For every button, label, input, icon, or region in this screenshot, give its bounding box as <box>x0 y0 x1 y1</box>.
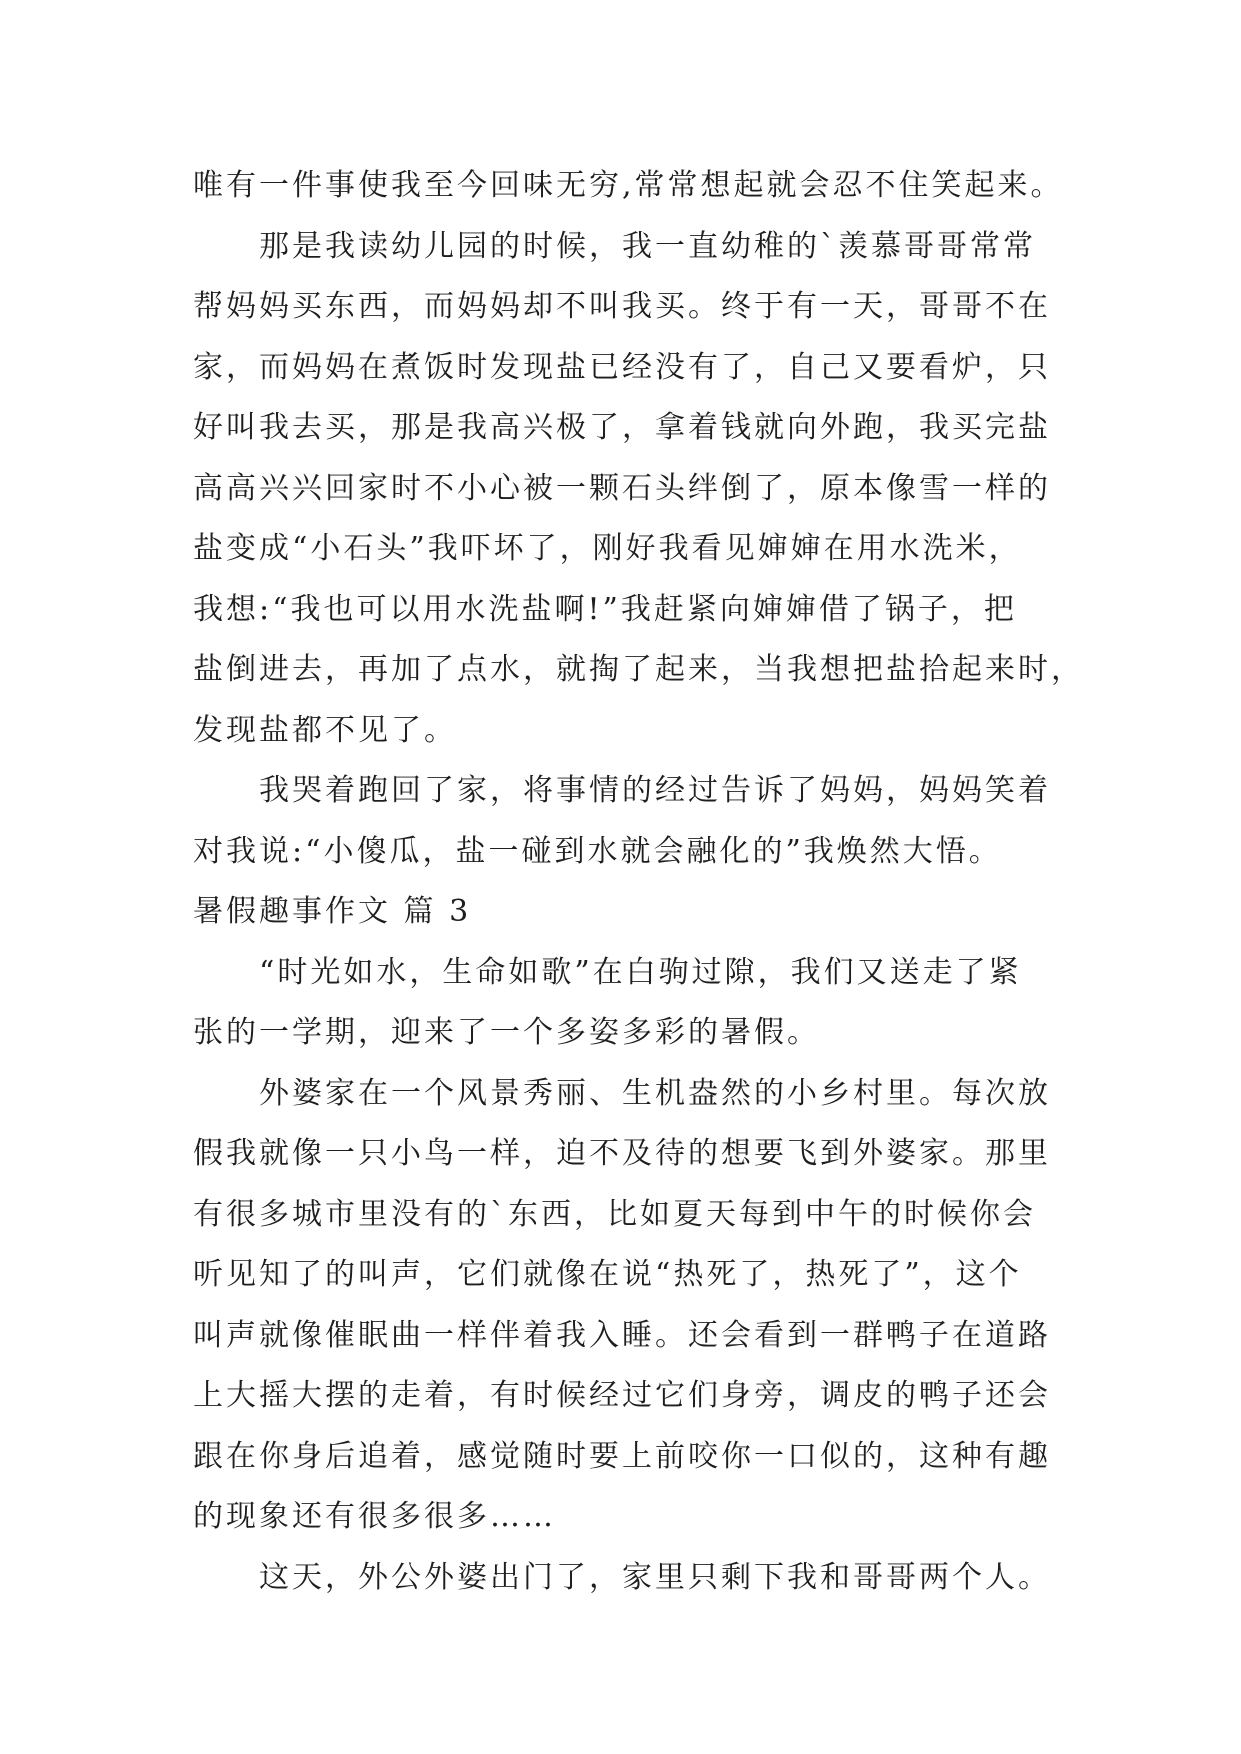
text-line: 有很多城市里没有的`东西，比如夏天每到中午的时候你会 <box>193 1196 1036 1232</box>
text-line: 这天，外公外婆出门了，家里只剩下我和哥哥两个人。 <box>259 1559 1051 1595</box>
text-line: 家，而妈妈在煮饭时发现盐已经没有了，自己又要看炉，只 <box>193 349 1051 385</box>
text-line: 假我就像一只小鸟一样，迫不及待的想要飞到外婆家。那里 <box>193 1136 1051 1171</box>
text-line: 跟在你身后追着，感觉随时要上前咬你一口似的，这种有趣 <box>193 1438 1051 1474</box>
document-body <box>193 156 1093 1608</box>
text-line: 叫声就像催眠曲一样伴着我入睡。还会看到一群鸭子在道路 <box>193 1317 1051 1353</box>
text-line: 听见知了的叫声，它们就像在说“热死了，热死了”，这个 <box>193 1257 1022 1292</box>
text-line: 上大摇大摆的走着，有时候经过它们身旁，调皮的鸭子还会 <box>193 1378 1051 1413</box>
text-line: 张的一学期，迎来了一个多姿多彩的暑假。 <box>193 1015 820 1050</box>
text-line: 的现象还有很多很多…… <box>193 1499 556 1534</box>
text-line: 高高兴兴回家时不小心被一颗石头绊倒了，原本像雪一样的 <box>193 470 1051 506</box>
text-line: 对我说:“小傻瓜，盐一碰到水就会融化的”我焕然大悟。 <box>193 833 1002 869</box>
text-line: 盐变成“小石头”我吓坏了，刚好我看见婶婶在用水洗米， <box>193 531 1022 566</box>
text-line: 帮妈妈买东西，而妈妈却不叫我买。终于有一天，哥哥不在 <box>193 289 1051 324</box>
section-heading: 暑假趣事作文 篇 3 <box>193 894 472 929</box>
text-line: 盐倒进去，再加了点水，就掏了起来，当我想把盐拾起来时， <box>193 652 1084 687</box>
text-line: 那是我读幼儿园的时候，我一直幼稚的`羡慕哥哥常常 <box>259 228 1036 264</box>
text-line: 我哭着跑回了家，将事情的经过告诉了妈妈，妈妈笑着 <box>259 773 1051 808</box>
text-line: 我想:“我也可以用水洗盐啊!”我赶紧向婶婶借了锅子，把 <box>193 591 1017 627</box>
text-line: 外婆家在一个风景秀丽、生机盎然的小乡村里。每次放 <box>259 1075 1051 1111</box>
text-line: 好叫我去买，那是我高兴极了，拿着钱就向外跑，我买完盐 <box>193 410 1051 445</box>
text-line: 唯有一件事使我至今回味无穷,常常想起就会忍不住笑起来。 <box>193 168 1064 203</box>
text-line: 发现盐都不见了。 <box>193 712 457 748</box>
text-line: “时光如水，生命如歌”在白驹过隙，我们又送走了紧 <box>259 954 1022 990</box>
